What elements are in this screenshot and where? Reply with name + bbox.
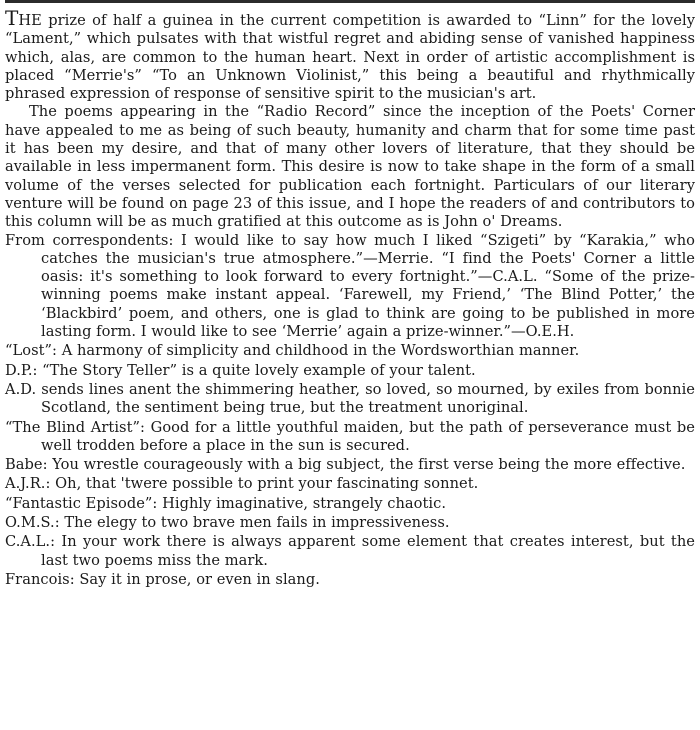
intro-text: HE prize of half a guinea in the current competition is awarded to “Linn” for the lovely “Lament,” which pulsates with that wistful regret and abiding sense of vanished happiness which, alas, are common to the human heart. Next in order of artistic accomplishment is placed “Merrie's” “To an Unknown Violinist,” this being a beautiful and rhythmically phrased expression of response of sensitive spirit to the musician's art.	[5, 12, 695, 103]
intro-paragraph	[5, 6, 695, 103]
note-ajr: A.J.R.: Oh, that 'twere possible to print your fascinating sonnet.	[5, 475, 479, 493]
note-correspondents: From correspondents: I would like to say how much I liked “Szigeti” by “Karakia,” who catches the musician's true atmosphere.”—Merrie. “I find the Poets' Corner a little oasis: it's something to look forward to every fortnight.”—C.A.L. “Some of the prize-winning poems make instant appeal. ‘Farewell, my Friend,’ ‘The Blind Potter,’ the ‘Blackbird’ poem, and others, one is glad to think are going to be published in more lasting form. I would like to see ‘Merrie’ again a prize-winner.”—O.E.H.	[5, 231, 695, 341]
note-fantastic-episode: “Fantastic Episode”: Highly imaginative, strangely chaotic.	[5, 494, 447, 512]
announcement-paragraph: The poems appearing in the “Radio Record” since the inception of the Poets' Corner have appealed to me as being of such beauty, humanity and charm that for some time past it has been my desire, and that of many other lovers of literature, that they should be available in less impermanent form. This desire is now to take shape in the form of a small volume of the verses selected for publication each fortnight. Particulars of our literary venture will be found on page 23 of this issue, and I hope the readers of and contributors to this column will be as much gratified at this outcome as is John o' Dreams.	[5, 103, 695, 231]
note-blind-artist: “The Blind Artist”: Good for a little youthful maiden, but the path of perseverance must be well trodden before a place in the sun is secured.	[5, 418, 695, 454]
note-oms: O.M.S.: The elegy to two brave men fails in impressiveness.	[5, 514, 450, 532]
note-babe: Babe: You wrestle courageously with a big subject, the first verse being the more effective.	[5, 456, 686, 474]
drop-cap: T	[5, 6, 19, 30]
note-ad: A.D. sends lines anent the shimmering heather, so loved, so mourned, by exiles from bonnie Scotland, the sentiment being true, but the treatment unoriginal.	[5, 380, 695, 417]
note-dp: D.P.: “The Story Teller” is a quite lovely example of your talent.	[5, 361, 476, 379]
note-cal: C.A.L.: In your work there is always apparent some element that creates interest, but the last two poems miss the mark.	[5, 533, 695, 569]
top-rule	[5, 0, 695, 3]
note-francois: Francois: Say it in prose, or even in slang.	[5, 570, 320, 588]
note-lost: “Lost”: A harmony of simplicity and childhood in the Wordsworthian manner.	[5, 342, 580, 360]
newspaper-column	[5, 0, 695, 730]
